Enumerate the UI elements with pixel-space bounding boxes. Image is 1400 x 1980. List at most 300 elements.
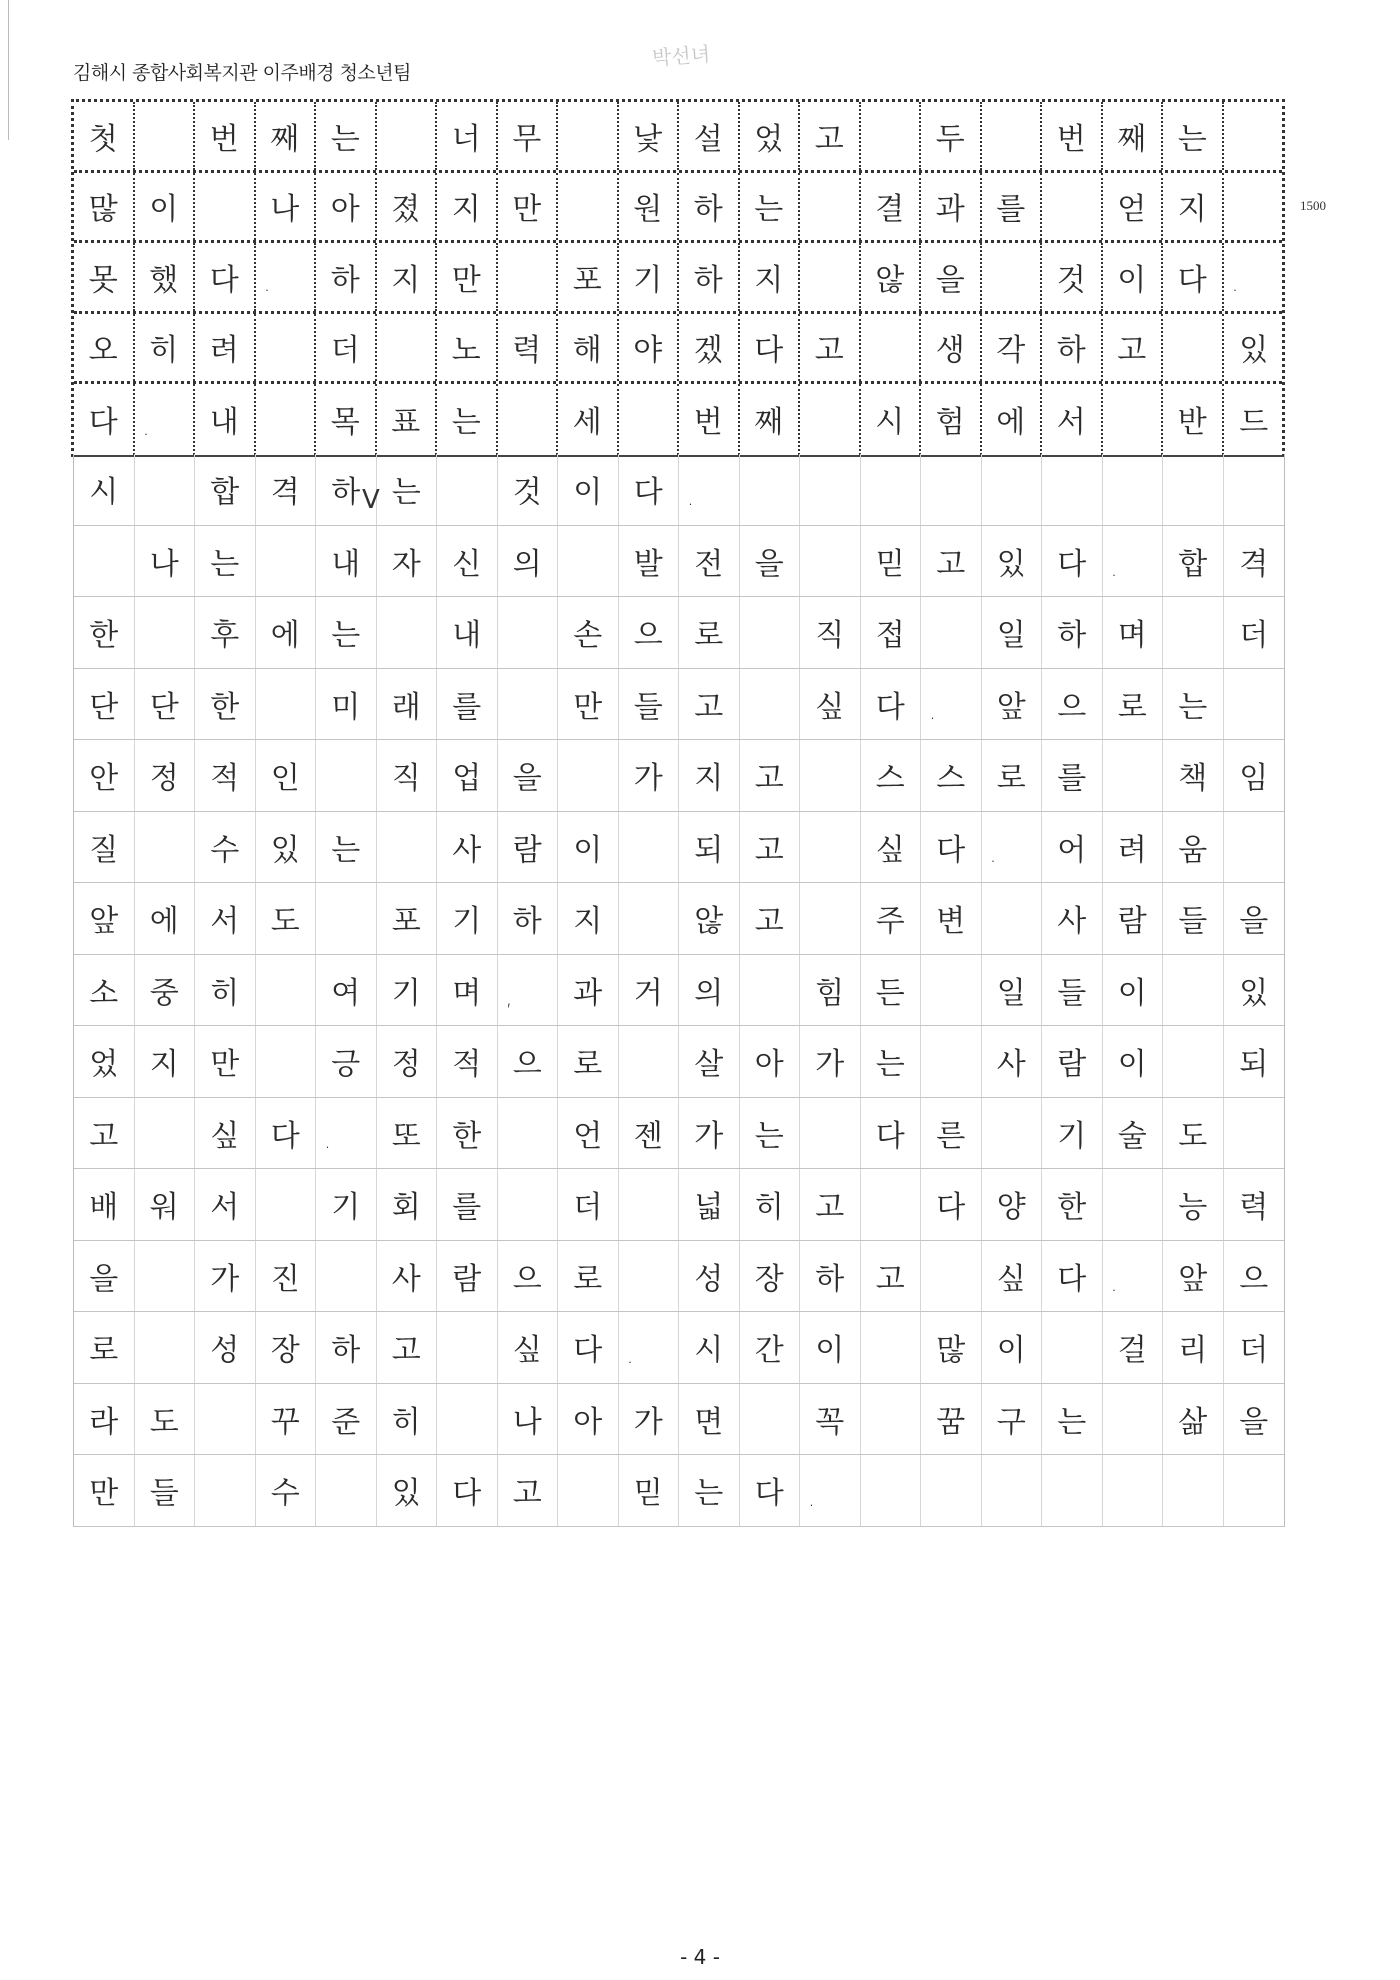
manuscript-cell: 면: [679, 1384, 740, 1455]
manuscript-cell: [1103, 454, 1164, 525]
manuscript-cell: 을: [740, 526, 801, 597]
manuscript-cell: 한: [437, 1098, 498, 1169]
manuscript-cell: .: [1231, 271, 1239, 297]
manuscript-cell: 하: [679, 173, 740, 241]
manuscript-cell: 워: [135, 1169, 196, 1240]
manuscript-cell: [377, 314, 438, 382]
character-count-marker: 1500: [1300, 198, 1326, 213]
manuscript-cell: 번: [1042, 102, 1103, 170]
manuscript-cell: 표: [377, 384, 438, 455]
manuscript-cell: [1224, 1098, 1285, 1169]
manuscript-cell: .: [135, 384, 196, 455]
manuscript-cell: 째: [256, 102, 317, 170]
manuscript-cell: 었: [740, 102, 801, 170]
manuscript-cell: [437, 1312, 498, 1383]
manuscript-cell: 하: [316, 1312, 377, 1383]
manuscript-cell: [377, 812, 438, 883]
manuscript-cell: 고: [498, 1455, 559, 1526]
manuscript-cell: .: [256, 243, 317, 311]
manuscript-cell: [921, 454, 982, 525]
manuscript-cell: 하: [1042, 314, 1103, 382]
manuscript-row: [74, 1384, 1284, 1456]
manuscript-cell: 는: [437, 384, 498, 455]
manuscript-cell: 다: [74, 384, 135, 455]
manuscript-cell: 지: [135, 1026, 196, 1097]
manuscript-cell: [377, 597, 438, 668]
manuscript-cell: [195, 1384, 256, 1455]
manuscript-cell: 낯: [619, 102, 680, 170]
manuscript-cell: [1163, 597, 1224, 668]
manuscript-cell: 는: [740, 173, 801, 241]
manuscript-cell: [135, 454, 196, 525]
manuscript-grid-dotted: [71, 99, 1285, 457]
manuscript-cell: [740, 955, 801, 1026]
manuscript-cell: [982, 454, 1043, 525]
manuscript-cell: 못: [74, 243, 135, 311]
manuscript-cell: .: [921, 669, 982, 740]
manuscript-cell: [1163, 1026, 1224, 1097]
manuscript-cell: [1163, 314, 1224, 382]
manuscript-cell: 믿: [619, 1455, 680, 1526]
manuscript-cell: 어: [1042, 812, 1103, 883]
manuscript-cell: 과: [921, 173, 982, 241]
document-header: 김해시 종합사회복지관 이주배경 청소년팀: [73, 62, 411, 84]
manuscript-cell: [316, 1241, 377, 1312]
manuscript-cell: 다: [256, 1098, 317, 1169]
manuscript-cell: 않: [861, 243, 922, 311]
manuscript-cell: 이: [1103, 955, 1164, 1026]
manuscript-cell: [1163, 454, 1224, 525]
manuscript-cell: 을: [1239, 904, 1269, 940]
manuscript-cell: 으: [1239, 1261, 1269, 1297]
manuscript-cell: 많: [74, 173, 135, 241]
manuscript-cell: 노: [437, 314, 498, 382]
manuscript-cell: [195, 1455, 256, 1526]
manuscript-cell: 수: [195, 812, 256, 883]
manuscript-cell: 합: [195, 454, 256, 525]
manuscript-cell: 사: [437, 812, 498, 883]
manuscript-cell: 에: [135, 883, 196, 954]
manuscript-cell: 사: [982, 1026, 1043, 1097]
manuscript-cell: 번: [679, 384, 740, 455]
manuscript-cell: 싶: [498, 1312, 559, 1383]
manuscript-cell: 지: [679, 740, 740, 811]
manuscript-cell: 람: [1103, 883, 1164, 954]
manuscript-cell: 전: [679, 526, 740, 597]
manuscript-cell: 성: [679, 1241, 740, 1312]
manuscript-cell: 미: [316, 669, 377, 740]
manuscript-cell: 만: [558, 669, 619, 740]
manuscript-cell: 는: [1042, 1384, 1103, 1455]
manuscript-cell: 다: [619, 454, 680, 525]
manuscript-cell: 직: [800, 597, 861, 668]
manuscript-cell: 서: [1042, 384, 1103, 455]
manuscript-cell: 에: [982, 384, 1043, 455]
manuscript-cell: 려: [1103, 812, 1164, 883]
manuscript-cell: 지: [1163, 173, 1224, 241]
manuscript-cell: .: [982, 812, 1043, 883]
manuscript-cell: 고: [800, 314, 861, 382]
manuscript-cell: [558, 1455, 619, 1526]
manuscript-cell: 첫: [74, 102, 135, 170]
manuscript-cell: 것: [1042, 243, 1103, 311]
manuscript-cell: .: [800, 1455, 861, 1526]
manuscript-cell: 움: [1163, 812, 1224, 883]
manuscript-cell: [800, 384, 861, 455]
manuscript-row: [74, 669, 1284, 741]
manuscript-cell: 기: [619, 243, 680, 311]
manuscript-cell: [921, 1241, 982, 1312]
manuscript-cell: 더: [558, 1169, 619, 1240]
manuscript-cell: [256, 526, 317, 597]
manuscript-cell: 고: [74, 1098, 135, 1169]
manuscript-row: [74, 1098, 1284, 1170]
manuscript-cell: 으: [1042, 669, 1103, 740]
manuscript-cell: 앞: [74, 883, 135, 954]
manuscript-cell: 생: [921, 314, 982, 382]
manuscript-cell: 력: [498, 314, 559, 382]
manuscript-cell: 다: [1163, 243, 1224, 311]
manuscript-cell: [861, 1455, 922, 1526]
manuscript-cell: [619, 1241, 680, 1312]
manuscript-cell: 소: [74, 955, 135, 1026]
manuscript-row: [74, 883, 1284, 955]
manuscript-cell: [800, 812, 861, 883]
manuscript-cell: 는: [1163, 669, 1224, 740]
manuscript-cell: 안: [74, 740, 135, 811]
manuscript-cell: 을: [498, 740, 559, 811]
manuscript-cell: [921, 597, 982, 668]
manuscript-cell: 만: [195, 1026, 256, 1097]
manuscript-cell: 시: [679, 1312, 740, 1383]
manuscript-cell: .: [316, 1098, 377, 1169]
insertion-mark: V: [362, 485, 380, 515]
manuscript-cell: [861, 314, 922, 382]
manuscript-cell: [377, 102, 438, 170]
manuscript-cell: 는: [316, 102, 377, 170]
manuscript-cell: 많: [921, 1312, 982, 1383]
manuscript-cell: [1042, 173, 1103, 241]
manuscript-cell: [861, 454, 922, 525]
manuscript-cell: 에: [256, 597, 317, 668]
manuscript-cell: 포: [377, 883, 438, 954]
manuscript-cell: 험: [921, 384, 982, 455]
manuscript-cell: 으: [619, 597, 680, 668]
manuscript-cell: 번: [195, 102, 256, 170]
manuscript-cell: 스: [921, 740, 982, 811]
manuscript-row: [74, 955, 1284, 1027]
manuscript-cell: 신: [437, 526, 498, 597]
manuscript-cell: 발: [619, 526, 680, 597]
manuscript-cell: 가: [195, 1241, 256, 1312]
manuscript-cell: 가: [619, 1384, 680, 1455]
manuscript-cell: 를: [437, 669, 498, 740]
manuscript-cell: 일: [982, 597, 1043, 668]
manuscript-cell: [1103, 1169, 1164, 1240]
manuscript-cell: [1163, 955, 1224, 1026]
manuscript-cell: 질: [74, 812, 135, 883]
manuscript-row: [74, 384, 1282, 455]
manuscript-cell: 이: [1103, 243, 1164, 311]
manuscript-cell: [316, 883, 377, 954]
manuscript-cell: 기: [316, 1169, 377, 1240]
manuscript-cell: [256, 1026, 317, 1097]
manuscript-cell: 사: [377, 1241, 438, 1312]
manuscript-cell: [740, 1384, 801, 1455]
manuscript-cell: 로: [1103, 669, 1164, 740]
manuscript-cell: 다: [740, 314, 801, 382]
manuscript-cell: 도: [256, 883, 317, 954]
manuscript-cell: 사: [1042, 883, 1103, 954]
manuscript-cell: 으: [498, 1026, 559, 1097]
manuscript-cell: 오: [74, 314, 135, 382]
manuscript-cell: 시: [74, 454, 135, 525]
manuscript-cell: [1103, 1384, 1164, 1455]
page-edge-line: [8, 0, 9, 140]
manuscript-cell: 준: [316, 1384, 377, 1455]
manuscript-cell: 로: [982, 740, 1043, 811]
manuscript-cell: 는: [1163, 102, 1224, 170]
manuscript-cell: [619, 384, 680, 455]
manuscript-cell: [558, 526, 619, 597]
manuscript-cell: 하: [316, 454, 377, 525]
manuscript-cell: 더: [1239, 1333, 1269, 1369]
manuscript-cell: 싶: [982, 1241, 1043, 1312]
manuscript-cell: 진: [256, 1241, 317, 1312]
manuscript-cell: 로: [558, 1241, 619, 1312]
manuscript-cell: 살: [679, 1026, 740, 1097]
manuscript-cell: 무: [498, 102, 559, 170]
manuscript-cell: 기: [1042, 1098, 1103, 1169]
manuscript-cell: 지: [740, 243, 801, 311]
manuscript-cell: [498, 1098, 559, 1169]
manuscript-cell: 긍: [316, 1026, 377, 1097]
manuscript-cell: 수: [256, 1455, 317, 1526]
manuscript-cell: 꿈: [921, 1384, 982, 1455]
manuscript-cell: 리: [1163, 1312, 1224, 1383]
manuscript-cell: 하: [498, 883, 559, 954]
manuscript-cell: 한: [1042, 1169, 1103, 1240]
manuscript-cell: 기: [437, 883, 498, 954]
manuscript-cell: 으: [498, 1241, 559, 1312]
manuscript-cell: 지: [558, 883, 619, 954]
manuscript-cell: 더: [1239, 618, 1269, 654]
manuscript-cell: 든: [861, 955, 922, 1026]
manuscript-cell: 싶: [861, 812, 922, 883]
manuscript-cell: 하: [316, 243, 377, 311]
manuscript-cell: 한: [74, 597, 135, 668]
manuscript-cell: 젠: [619, 1098, 680, 1169]
manuscript-cell: 스: [861, 740, 922, 811]
manuscript-row: [74, 243, 1282, 314]
manuscript-cell: 는: [316, 812, 377, 883]
manuscript-cell: 내: [437, 597, 498, 668]
manuscript-row: [74, 314, 1282, 385]
manuscript-cell: 다: [921, 1169, 982, 1240]
manuscript-cell: 격: [1239, 546, 1269, 582]
manuscript-cell: 고: [800, 1169, 861, 1240]
manuscript-cell: 자: [377, 526, 438, 597]
manuscript-cell: 합: [1163, 526, 1224, 597]
manuscript-row: [74, 812, 1284, 884]
manuscript-cell: [982, 102, 1043, 170]
manuscript-cell: [135, 1312, 196, 1383]
manuscript-cell: 만: [74, 1455, 135, 1526]
manuscript-cell: 회: [377, 1169, 438, 1240]
manuscript-cell: [1224, 669, 1285, 740]
manuscript-cell: 아: [316, 173, 377, 241]
manuscript-cell: 술: [1103, 1098, 1164, 1169]
manuscript-cell: 히: [377, 1384, 438, 1455]
manuscript-cell: 성: [195, 1312, 256, 1383]
manuscript-cell: 다: [437, 1455, 498, 1526]
manuscript-cell: [498, 669, 559, 740]
manuscript-cell: [921, 1026, 982, 1097]
manuscript-cell: [437, 454, 498, 525]
manuscript-cell: [256, 314, 317, 382]
manuscript-cell: [800, 243, 861, 311]
manuscript-cell: 적: [195, 740, 256, 811]
manuscript-cell: 하: [1042, 597, 1103, 668]
manuscript-cell: 로: [679, 597, 740, 668]
manuscript-cell: .: [679, 454, 740, 525]
manuscript-cell: [740, 597, 801, 668]
manuscript-cell: 다: [1042, 1241, 1103, 1312]
manuscript-cell: 가: [679, 1098, 740, 1169]
manuscript-cell: [740, 454, 801, 525]
manuscript-grid-solid: [73, 454, 1285, 1527]
manuscript-cell: 의: [498, 526, 559, 597]
manuscript-cell: 다: [861, 669, 922, 740]
manuscript-cell: 있: [256, 812, 317, 883]
manuscript-cell: 고: [679, 669, 740, 740]
manuscript-cell: 나: [135, 526, 196, 597]
manuscript-cell: 로: [74, 1312, 135, 1383]
manuscript-cell: 만: [437, 243, 498, 311]
manuscript-cell: [316, 740, 377, 811]
manuscript-cell: 고: [1103, 314, 1164, 382]
manuscript-cell: 두: [921, 102, 982, 170]
manuscript-cell: [558, 740, 619, 811]
manuscript-cell: 서: [195, 1169, 256, 1240]
manuscript-cell: 앞: [1163, 1241, 1224, 1312]
manuscript-cell: .: [619, 1312, 680, 1383]
manuscript-cell: 들: [619, 669, 680, 740]
manuscript-cell: 지: [377, 243, 438, 311]
manuscript-cell: 직: [377, 740, 438, 811]
manuscript-cell: [861, 1312, 922, 1383]
manuscript-cell: 력: [1239, 1190, 1269, 1226]
manuscript-cell: [74, 526, 135, 597]
manuscript-row: [74, 526, 1284, 598]
manuscript-cell: 있: [982, 526, 1043, 597]
manuscript-cell: 다: [861, 1098, 922, 1169]
page-number: - 4 -: [680, 1945, 720, 1969]
manuscript-cell: 람: [1042, 1026, 1103, 1097]
manuscript-cell: 을: [921, 243, 982, 311]
manuscript-cell: 는: [861, 1026, 922, 1097]
manuscript-cell: 또: [377, 1098, 438, 1169]
manuscript-cell: 양: [982, 1169, 1043, 1240]
manuscript-cell: 려: [195, 314, 256, 382]
manuscript-cell: [498, 243, 559, 311]
manuscript-cell: 각: [982, 314, 1043, 382]
manuscript-cell: [1042, 1455, 1103, 1526]
manuscript-cell: 힘: [800, 955, 861, 1026]
manuscript-cell: 적: [437, 1026, 498, 1097]
manuscript-row: [74, 597, 1284, 669]
manuscript-cell: 원: [619, 173, 680, 241]
manuscript-cell: 며: [1103, 597, 1164, 668]
manuscript-cell: [256, 1169, 317, 1240]
manuscript-cell: [437, 1384, 498, 1455]
manuscript-cell: [1163, 1455, 1224, 1526]
manuscript-cell: [135, 1098, 196, 1169]
manuscript-cell: 세: [558, 384, 619, 455]
manuscript-cell: 하: [800, 1241, 861, 1312]
manuscript-cell: [800, 173, 861, 241]
manuscript-cell: [982, 243, 1043, 311]
manuscript-cell: [1224, 454, 1285, 525]
manuscript-cell: 변: [921, 883, 982, 954]
manuscript-cell: 넓: [679, 1169, 740, 1240]
manuscript-cell: 더: [316, 314, 377, 382]
manuscript-cell: 않: [679, 883, 740, 954]
manuscript-cell: 정: [135, 740, 196, 811]
manuscript-cell: 내: [316, 526, 377, 597]
manuscript-cell: 주: [861, 883, 922, 954]
manuscript-cell: 는: [740, 1098, 801, 1169]
manuscript-cell: 구: [982, 1384, 1043, 1455]
manuscript-cell: [135, 102, 196, 170]
manuscript-cell: 서: [195, 883, 256, 954]
manuscript-cell: 언: [558, 1098, 619, 1169]
manuscript-cell: 고: [740, 883, 801, 954]
manuscript-cell: [800, 1098, 861, 1169]
manuscript-cell: [135, 597, 196, 668]
manuscript-cell: 있: [377, 1455, 438, 1526]
manuscript-cell: [1103, 1455, 1164, 1526]
manuscript-cell: 너: [437, 102, 498, 170]
manuscript-cell: 접: [861, 597, 922, 668]
manuscript-cell: 해: [558, 314, 619, 382]
manuscript-row: [74, 454, 1284, 526]
manuscript-row: [74, 1169, 1284, 1241]
manuscript-cell: [498, 1169, 559, 1240]
manuscript-cell: 겠: [679, 314, 740, 382]
manuscript-cell: 되: [679, 812, 740, 883]
manuscript-cell: 업: [437, 740, 498, 811]
manuscript-cell: 드: [1239, 405, 1269, 441]
manuscript-cell: 했: [135, 243, 196, 311]
manuscript-cell: [256, 384, 317, 455]
manuscript-cell: 꾸: [256, 1384, 317, 1455]
manuscript-cell: 되: [1239, 1047, 1269, 1083]
manuscript-cell: 이: [982, 1312, 1043, 1383]
manuscript-cell: 가: [800, 1026, 861, 1097]
manuscript-cell: [498, 597, 559, 668]
manuscript-cell: 들: [135, 1455, 196, 1526]
manuscript-cell: 고: [740, 740, 801, 811]
manuscript-cell: [861, 102, 922, 170]
manuscript-row: [74, 1026, 1284, 1098]
manuscript-row: [74, 1241, 1284, 1313]
manuscript-cell: 것: [498, 454, 559, 525]
manuscript-cell: [982, 1098, 1043, 1169]
manuscript-cell: 책: [1163, 740, 1224, 811]
manuscript-cell: 이: [135, 173, 196, 241]
manuscript-cell: 앞: [982, 669, 1043, 740]
